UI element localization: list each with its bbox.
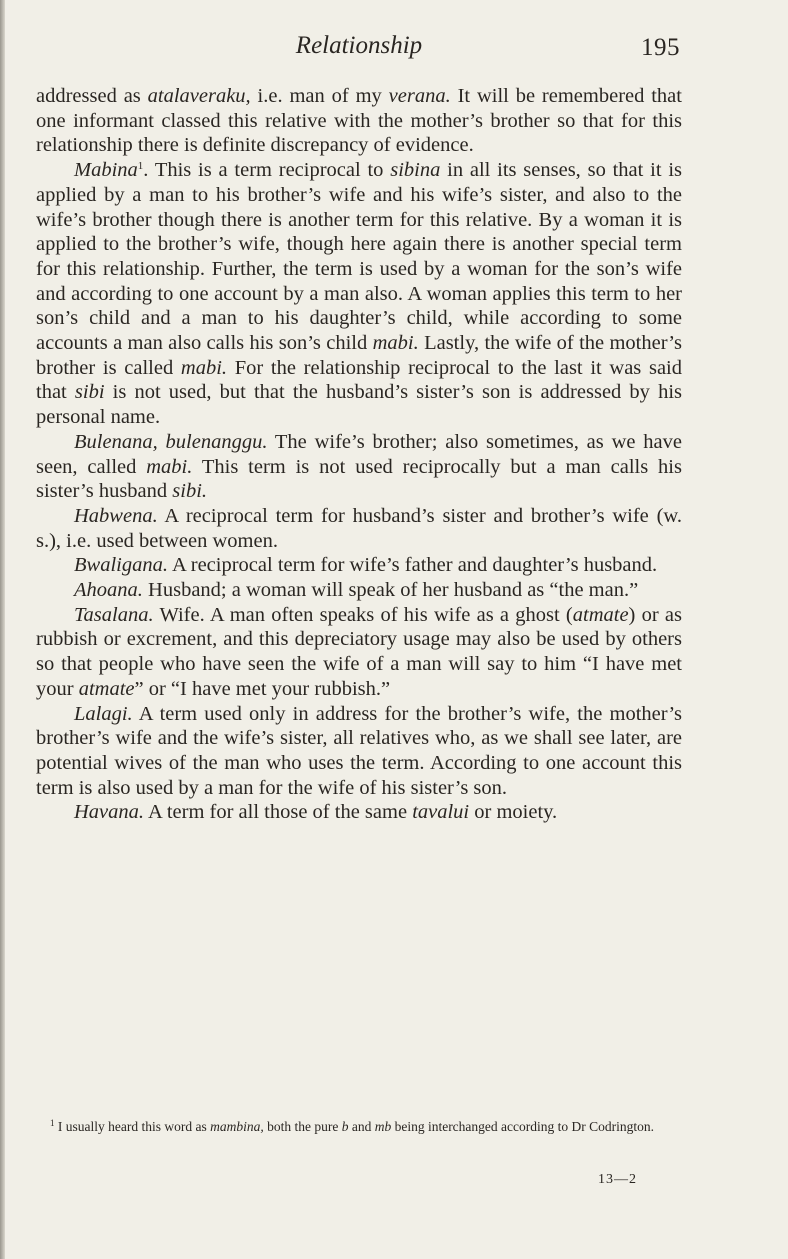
text-run: . This is a term reciprocal to <box>143 159 391 182</box>
italic-term: atalaveraku, <box>147 85 251 107</box>
italic-term: Havana. <box>74 801 145 824</box>
paragraph <box>36 702 682 801</box>
text-run: It will be remembered that one informant classed this relative with the mother’s brother so that for this relationship there is definite discrepancy of evidence. <box>36 85 682 157</box>
italic-term: Habwena. <box>74 504 158 527</box>
text-run: A term for all those of the same <box>144 801 413 824</box>
page-header <box>36 30 682 66</box>
text-run: For the relationship reciprocal to the last it was said that <box>36 356 683 404</box>
text-run: A term used only in address for the brother’s wife, the mother’s brother’s wife and the wife’s sister, all relatives who, as we shall see later, are potential wives of the man who uses the term. According to one account this term is also used by a man for the wife of his sister’s son. <box>36 702 682 799</box>
paragraph <box>36 504 682 553</box>
italic-term: bulenanggu. <box>165 430 268 453</box>
text-run: i.e. man of my <box>250 85 389 107</box>
paragraph <box>36 430 682 504</box>
paragraph <box>36 84 682 158</box>
text-run: is not used, but that the husband’s sister’s son is addressed by his personal name. <box>36 381 682 429</box>
text-run: being interchanged according to Dr Codrington. <box>391 1119 655 1134</box>
italic-term: b <box>341 1119 349 1134</box>
italic-term: atmate <box>78 677 135 700</box>
text-run: Lastly, the wife of the mother’s brother is called <box>36 332 682 379</box>
text-run: A reciprocal term for husband’s sister and brother’s wife (w. s.), i.e. used between women. <box>36 504 682 552</box>
text-run: I usually heard this word as <box>54 1119 211 1134</box>
italic-term: Tasalana. <box>74 603 154 626</box>
italic-term: sibi <box>74 381 105 404</box>
paragraph <box>36 553 682 578</box>
italic-term: sibina <box>390 159 441 182</box>
italic-term: Ahoana. <box>74 579 143 602</box>
page-number: 195 <box>641 34 680 61</box>
footnote <box>36 1118 682 1135</box>
italic-term: mabi. <box>372 332 419 355</box>
text-run: A reciprocal term for wife’s father and daughter’s husband. <box>167 554 658 577</box>
paragraph <box>36 578 682 603</box>
text-run: both the pure <box>263 1119 342 1134</box>
paragraph <box>36 800 682 825</box>
italic-term: mambina, <box>210 1119 264 1134</box>
text-run: or moiety. <box>469 801 558 824</box>
paragraph <box>36 158 682 430</box>
text-run: addressed as <box>36 85 148 107</box>
italic-term: verana. <box>388 85 451 107</box>
text-run: Husband; a woman will speak of her husband as “the man.” <box>142 579 639 602</box>
signature-mark: 13—2 <box>598 1172 637 1187</box>
paragraph <box>36 603 682 702</box>
page-edge <box>0 0 5 1259</box>
text-run <box>158 431 166 453</box>
text-run: The wife’s brother; also sometimes, as we have seen, called <box>36 430 682 478</box>
text-run: This term is not used reciprocally but a man calls his sister’s husband <box>36 455 682 503</box>
text-run: ) or as rubbish or excrement, and this depreciatory usage may also be used by others so that people who have seen the wife of a man will say to him “I have met your <box>36 603 682 700</box>
italic-term: Mabina <box>74 159 138 182</box>
text-run: in all its senses, so that it is applied by a man to his brother’s wife and his wife’s sister, and also to the wife’s brother though there is another term for this relative. By a woman it is applied to the brother’s wife, though here again there is another special term for this relationship. Further, the term is used by a woman for the son’s wife and according to one account by a man also. A woman applies this term to her son’s child and a man to his daughter’s child, while according to some accounts a man also calls his son’s child <box>36 159 682 355</box>
footnote-marker: 1 <box>50 1118 55 1128</box>
italic-term: sibi. <box>172 480 208 503</box>
italic-term: mabi. <box>146 455 193 478</box>
text-run: ” or “I have met your rubbish.” <box>134 677 391 700</box>
text-run: Wife. A man often speaks of his wife as a ghost ( <box>153 603 573 626</box>
italic-term: atmate <box>572 603 629 626</box>
footnote-marker: 1 <box>137 160 144 173</box>
italic-term: tavalui <box>412 801 470 824</box>
italic-term: Lalagi. <box>74 702 133 725</box>
italic-term: mabi. <box>180 356 228 379</box>
italic-term: Bulenana, <box>74 430 158 453</box>
body-text <box>36 84 682 825</box>
text-run: and <box>348 1119 375 1134</box>
italic-term: mb <box>374 1119 392 1134</box>
italic-term: Bwaligana. <box>74 554 168 577</box>
running-title: Relationship <box>295 32 423 59</box>
